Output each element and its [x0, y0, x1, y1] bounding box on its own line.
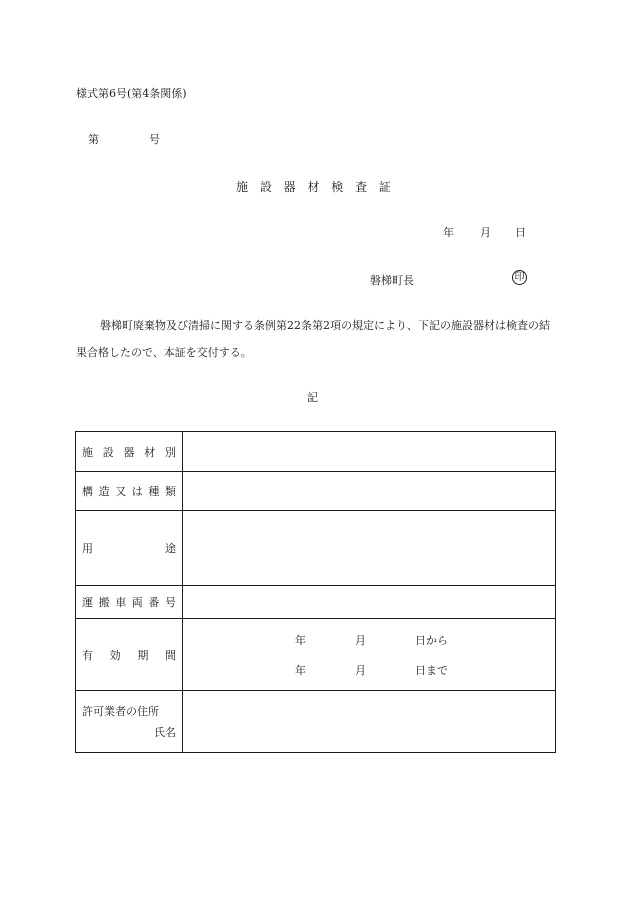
issuer-name: 磐梯町長: [370, 274, 414, 287]
value-facility-equipment[interactable]: [183, 432, 556, 472]
document-title: 施 設 器 材 検 査 証: [236, 180, 392, 194]
period-to-day: 日まで: [415, 663, 448, 677]
label-vehicle-number: 運 搬 車 両 番 号: [76, 586, 183, 619]
label-structure-type: 構 造 又 は 種 類: [76, 472, 183, 511]
seal-mark: 印: [512, 270, 527, 285]
period-from-year: 年: [295, 633, 306, 647]
label-licensee-address-name: [76, 691, 183, 753]
body-text: 磐梯町廃棄物及び清掃に関する条例第22条第2項の規定により、下記の施設器材は検査の結果合格したので、本証を交付する。: [76, 319, 550, 359]
ki-heading: 記: [307, 391, 318, 404]
label-licensee-name: 氏名: [154, 725, 176, 739]
label-validity-period: 有 効 期 間: [76, 619, 183, 691]
value-licensee-address-name[interactable]: [183, 691, 556, 753]
table-row: [76, 472, 556, 511]
date-year: 年: [443, 226, 454, 239]
period-to-month: 月: [355, 663, 366, 677]
label-purpose: 用 途: [76, 511, 183, 586]
value-purpose[interactable]: [183, 511, 556, 586]
value-vehicle-number[interactable]: [183, 586, 556, 619]
table-row: [76, 586, 556, 619]
label-licensee-address: 許可業者の住所: [82, 704, 159, 718]
value-structure-type[interactable]: [183, 472, 556, 511]
period-from-day: 日から: [415, 633, 448, 647]
period-to-year: 年: [295, 663, 306, 677]
date-day: 日: [515, 226, 526, 239]
table-row: [76, 691, 556, 753]
table-row: [76, 619, 556, 691]
table-row: [76, 511, 556, 586]
form-number: 様式第6号(第4条関係): [76, 87, 187, 100]
label-facility-equipment: 施 設 器 材 別: [76, 432, 183, 472]
document-number-prefix: 第: [88, 133, 99, 146]
date-month: 月: [480, 226, 491, 239]
period-from-month: 月: [355, 633, 366, 647]
table-row: [76, 432, 556, 472]
document-number-suffix: 号: [149, 133, 160, 146]
certificate-table: [75, 431, 556, 753]
value-validity-period: [183, 619, 556, 691]
